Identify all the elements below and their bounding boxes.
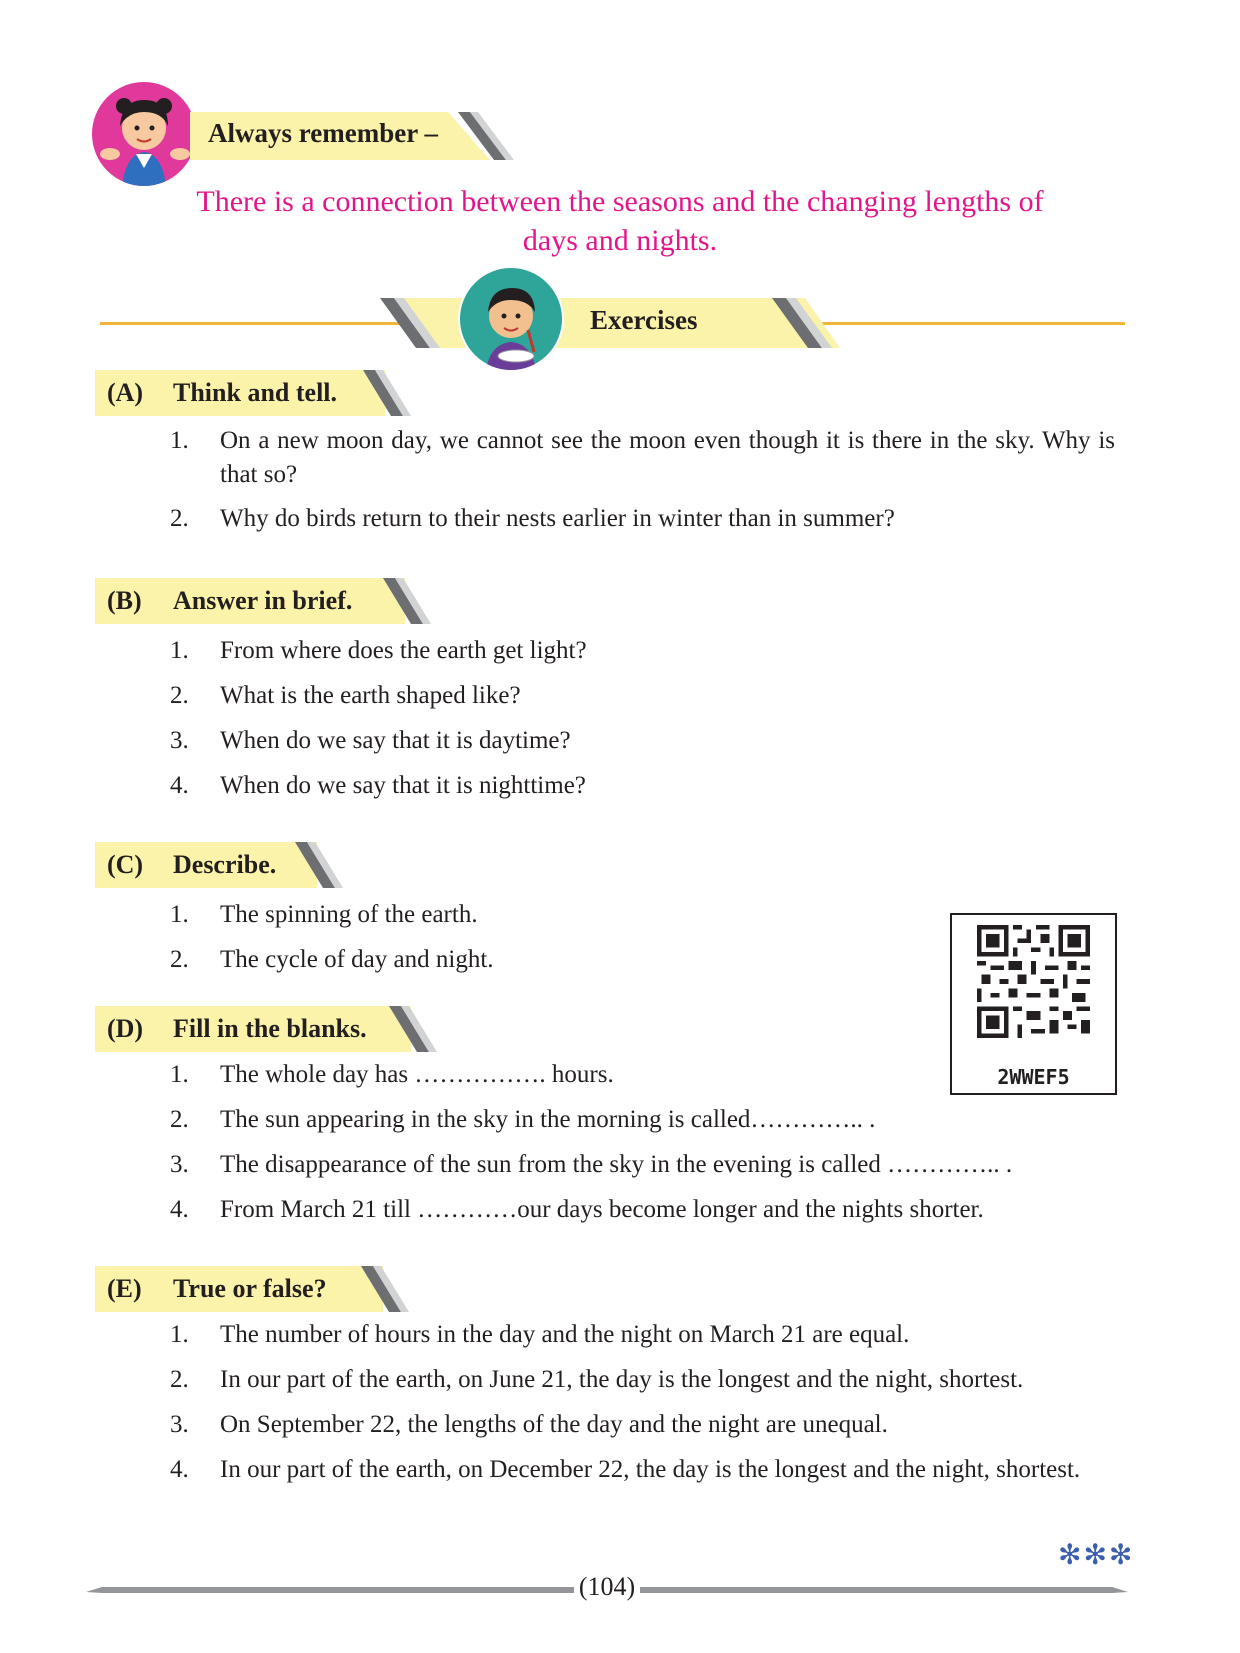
item-number: 1. <box>170 427 189 454</box>
item-number: 2. <box>170 946 189 973</box>
section-letter: (A) <box>107 378 144 407</box>
divider-line <box>805 322 1125 325</box>
section-letter: (B) <box>107 586 142 615</box>
item-number: 2. <box>170 1106 189 1133</box>
footer-rule <box>640 1586 1128 1594</box>
list-item <box>170 502 1115 536</box>
banner-stripe-decoration <box>295 842 347 888</box>
section-title: Think and tell. <box>173 378 338 407</box>
item-number: 1. <box>170 1061 189 1088</box>
divider-line <box>100 322 400 325</box>
item-text: What is the earth shaped like? <box>220 682 521 709</box>
section-title: Describe. <box>173 850 277 879</box>
page-number: (104) <box>578 1572 636 1601</box>
qr-code <box>950 913 1117 1095</box>
item-number: 4. <box>170 772 189 799</box>
item-number: 3. <box>170 1151 189 1178</box>
item-text: When do we say that it is nighttime? <box>220 772 586 799</box>
item-number: 4. <box>170 1196 189 1223</box>
list-item <box>170 1363 1115 1397</box>
item-text: On a new moon day, we cannot see the moon even though it is there in the sky. Why is that so? <box>220 427 1115 488</box>
item-text: The cycle of day and night. <box>220 946 494 973</box>
exercises-title: Exercises <box>590 305 698 335</box>
item-text: In our part of the earth, on June 21, the day is the longest and the night, shortest. <box>220 1366 1024 1393</box>
item-text: On September 22, the lengths of the day and the night are unequal. <box>220 1411 888 1438</box>
list-item <box>170 1318 1115 1352</box>
list-item <box>170 1103 1115 1137</box>
item-number: 3. <box>170 1411 189 1438</box>
item-text: Why do birds return to their nests earlier in winter than in summer? <box>220 505 895 532</box>
list-item <box>170 769 1115 803</box>
boy-illustration <box>458 266 564 372</box>
item-text: When do we say that it is daytime? <box>220 727 571 754</box>
list-item <box>170 1193 1115 1227</box>
qr-code-label: 2WWEF5 <box>997 1065 1070 1089</box>
list-item <box>170 424 1115 494</box>
item-text: From where does the earth get light? <box>220 637 587 664</box>
section-title: True or false? <box>173 1274 327 1303</box>
section-letter: (D) <box>107 1014 144 1043</box>
list-item <box>170 1058 930 1092</box>
banner-stripe-decoration <box>383 578 435 624</box>
item-text: The sun appearing in the sky in the morning is called………….. . <box>220 1106 876 1133</box>
section-title: Fill in the blanks. <box>173 1014 367 1043</box>
remember-title: Always remember – <box>208 118 438 148</box>
banner-stripe-decoration <box>363 370 415 416</box>
item-number: 1. <box>170 901 189 928</box>
item-number: 2. <box>170 682 189 709</box>
item-number: 1. <box>170 637 189 664</box>
girl-illustration <box>92 82 196 186</box>
list-item <box>170 634 1115 668</box>
footer-rule <box>86 1586 574 1594</box>
remember-text: There is a connection between the seasons and the changing lengths of days and nights. <box>196 185 1044 257</box>
item-number: 3. <box>170 727 189 754</box>
item-text: In our part of the earth, on December 22, the day is the longest and the night, shortest. <box>220 1456 1081 1483</box>
list-item <box>170 1408 1115 1442</box>
item-text: The whole day has ……………. hours. <box>220 1061 614 1088</box>
item-text: The number of hours in the day and the night on March 21 are equal. <box>220 1321 910 1348</box>
list-item <box>170 1148 1115 1182</box>
banner-stripe-decoration <box>361 1266 413 1312</box>
item-number: 1. <box>170 1321 189 1348</box>
item-text: The disappearance of the sun from the sky in the evening is called ………….. . <box>220 1151 1013 1178</box>
qr-code-icon <box>977 925 1090 1038</box>
item-number: 2. <box>170 505 189 532</box>
item-text: The spinning of the earth. <box>220 901 478 928</box>
list-item <box>170 724 1115 758</box>
end-mark: ✻✻✻ <box>1058 1538 1135 1571</box>
list-item <box>170 679 1115 713</box>
item-number: 2. <box>170 1366 189 1393</box>
section-title: Answer in brief. <box>173 586 353 615</box>
item-number: 4. <box>170 1456 189 1483</box>
section-letter: (C) <box>107 850 144 879</box>
list-item <box>170 1453 1115 1523</box>
section-letter: (E) <box>107 1274 142 1303</box>
banner-stripe-decoration <box>389 1006 441 1052</box>
item-text: From March 21 till …………our days become longer and the nights shorter. <box>220 1196 984 1223</box>
banner-stripe-decoration <box>458 112 518 160</box>
